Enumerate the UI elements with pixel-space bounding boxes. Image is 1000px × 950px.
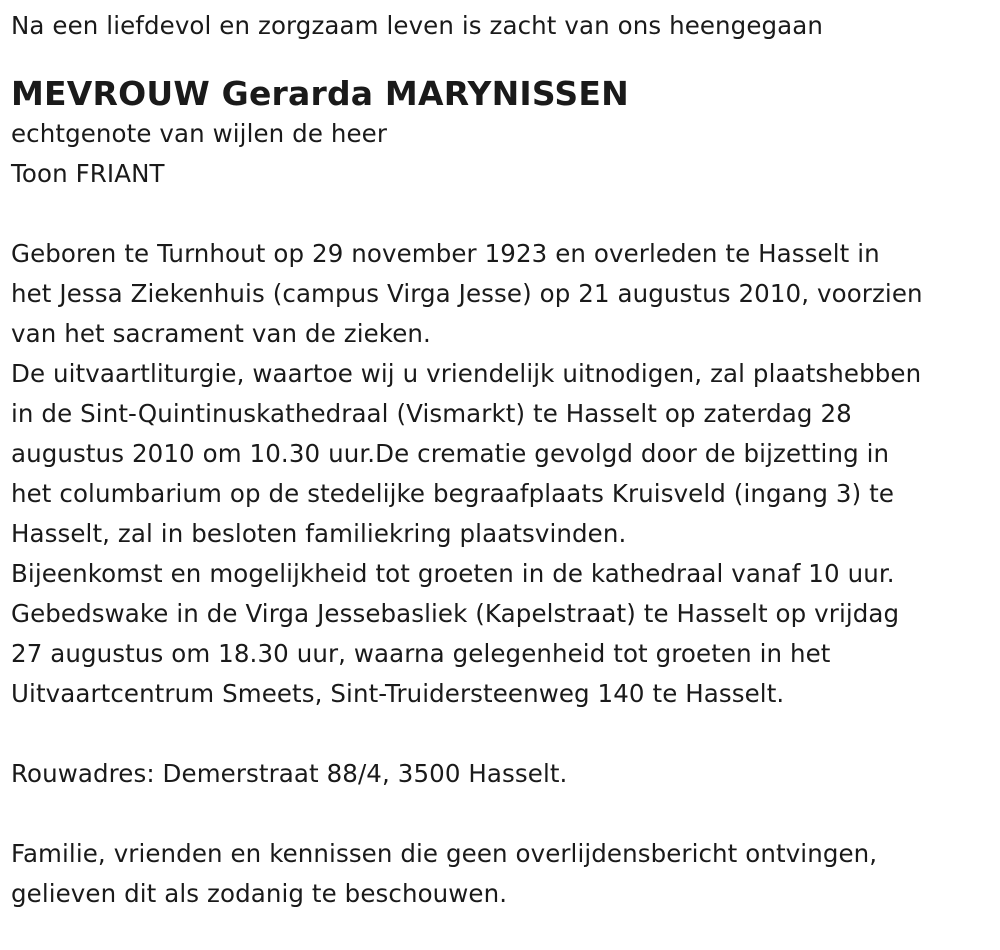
details-line: augustus 2010 om 10.30 uur.De crematie gevolgd door de bijzetting in <box>11 439 890 468</box>
closing-line: gelieven dit als zodanig te beschouwen. <box>11 879 508 908</box>
deceased-name: MEVROUW Gerarda MARYNISSEN <box>11 74 629 113</box>
spacer <box>11 714 1000 754</box>
details-line: Hasselt, zal in besloten familiekring plaatsvinden. <box>11 519 627 548</box>
details-line: het columbarium op de stedelijke begraafplaats Kruisveld (ingang 3) te <box>11 479 895 508</box>
spacer <box>11 794 1000 834</box>
details-line: Geboren te Turnhout op 29 november 1923 en overleden te Hasselt in <box>11 239 880 268</box>
details-line: van het sacrament van de zieken. <box>11 319 431 348</box>
spacer <box>11 194 1000 234</box>
details-section <box>11 234 1000 714</box>
intro-line: Na een liefdevol en zorgzaam leven is zacht van ons heengegaan <box>11 11 824 40</box>
closing-section <box>11 834 1000 914</box>
details-line: het Jessa Ziekenhuis (campus Virga Jesse) op 21 augustus 2010, voorzien <box>11 279 923 308</box>
details-line: De uitvaartliturgie, waartoe wij u vriendelijk uitnodigen, zal plaatshebben <box>11 359 922 388</box>
spouse-section <box>11 114 1000 194</box>
details-line: Bijeenkomst en mogelijkheid tot groeten in de kathedraal vanaf 10 uur. <box>11 559 895 588</box>
details-line: Gebedswake in de Virga Jessebasliek (Kapelstraat) te Hasselt op vrijdag <box>11 599 900 628</box>
details-line: Uitvaartcentrum Smeets, Sint-Truidersteenweg 140 te Hasselt. <box>11 679 785 708</box>
closing-line: Familie, vrienden en kennissen die geen overlijdensbericht ontvingen, <box>11 839 878 868</box>
mourning-address: Rouwadres: Demerstraat 88/4, 3500 Hasselt. <box>11 759 568 788</box>
spouse-name: Toon FRIANT <box>11 159 165 188</box>
details-line: 27 augustus om 18.30 uur, waarna gelegenheid tot groeten in het <box>11 639 831 668</box>
spouse-line: echtgenote van wijlen de heer <box>11 119 388 148</box>
details-line: in de Sint-Quintinuskathedraal (Vismarkt) te Hasselt op zaterdag 28 <box>11 399 852 428</box>
